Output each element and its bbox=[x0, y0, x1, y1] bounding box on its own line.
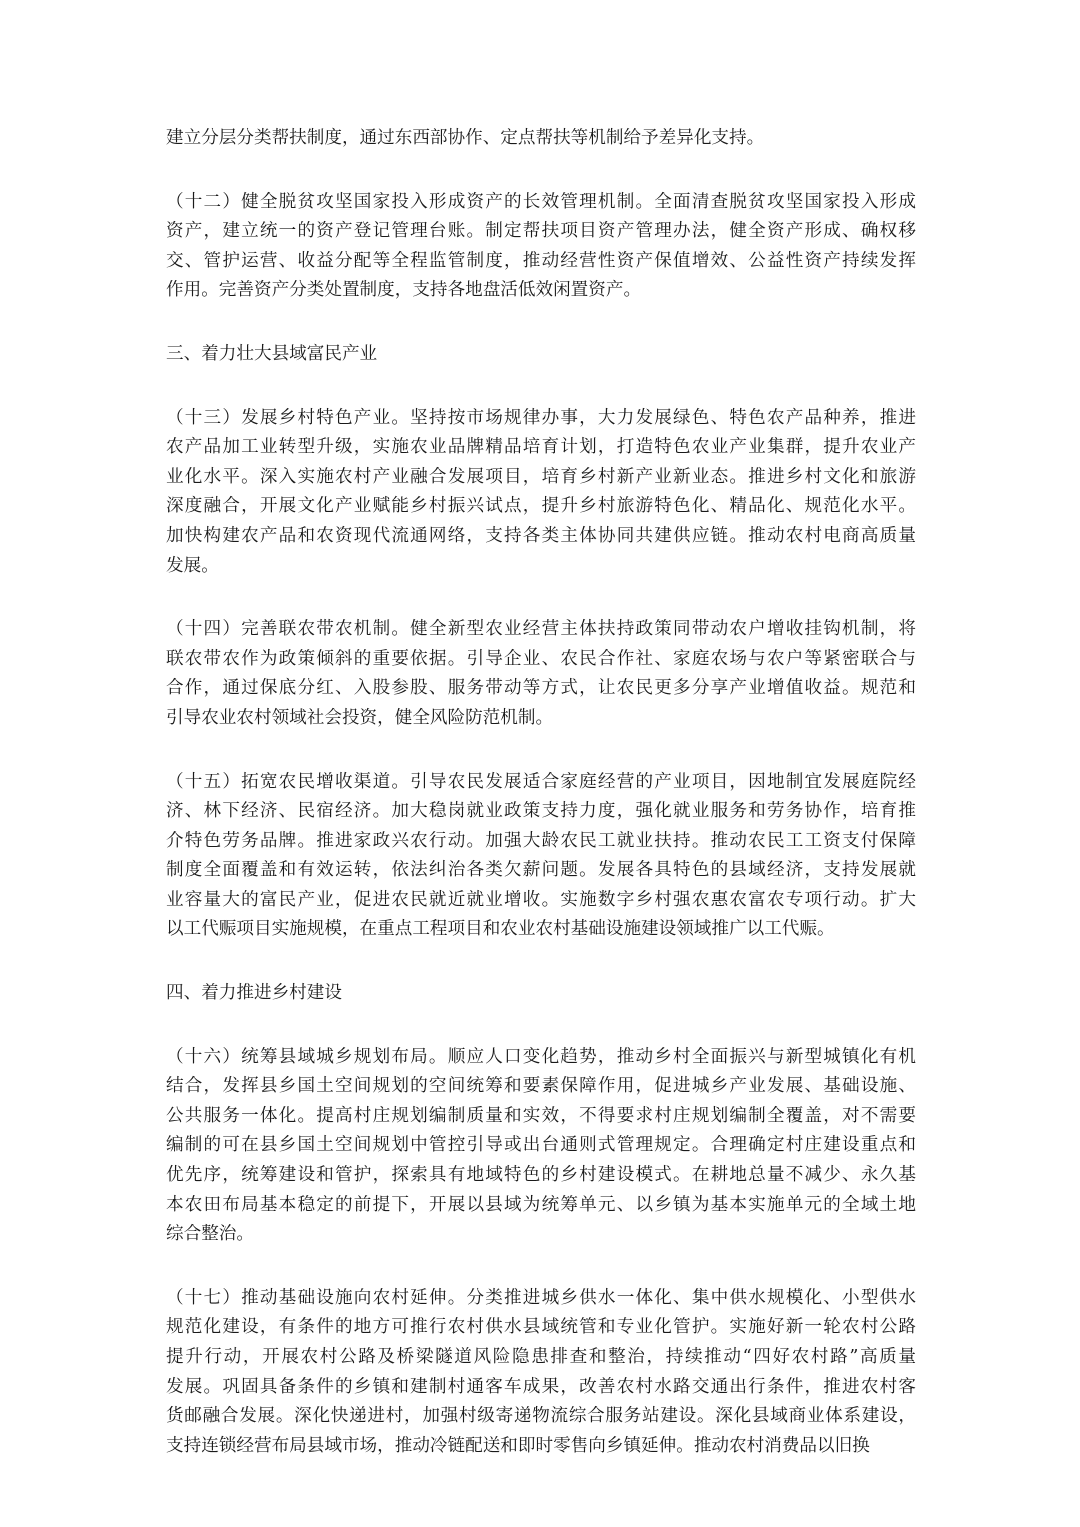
section-heading bbox=[166, 979, 916, 1009]
text-line: 综合整治。 bbox=[166, 1224, 254, 1245]
paragraph bbox=[166, 1284, 916, 1462]
text-line: 济、林下经济、民宿经济。加大稳岗就业政策支持力度，强化就业服务和劳务协作，培育推 bbox=[166, 801, 916, 822]
text-line: 深度融合，开展文化产业赋能乡村振兴试点，提升乡村旅游特色化、精品化、规范化水平。 bbox=[166, 496, 916, 517]
text-line: 支持连锁经营布局县域市场，推动冷链配送和即时零售向乡镇延伸。推动农村消费品以旧换 bbox=[166, 1435, 870, 1456]
document-page bbox=[166, 124, 916, 1461]
paragraph bbox=[166, 188, 916, 306]
text-line: 三、着力壮大县域富民产业 bbox=[166, 343, 378, 364]
text-line: （十六）统筹县域城乡规划布局。顺应人口变化趋势，推动乡村全面振兴与新型城镇化有机 bbox=[166, 1046, 916, 1067]
text-line: 规范化建设，有条件的地方可推行农村供水县域统管和专业化管护。实施好新一轮农村公路 bbox=[166, 1317, 916, 1338]
paragraph bbox=[166, 1043, 916, 1250]
text-line: 以工代赈项目实施规模，在重点工程项目和农业农村基础设施建设领域推广以工代赈。 bbox=[166, 919, 835, 940]
text-line: 发展。巩固具备条件的乡镇和建制村通客车成果，改善农村水路交通出行条件，推进农村客 bbox=[166, 1376, 916, 1397]
text-line: 加快构建农产品和农资现代流通网络，支持各类主体协同共建供应链。推动农村电商高质量 bbox=[166, 525, 916, 546]
text-line: 提升行动，开展农村公路及桥梁隧道风险隐患排查和整治，持续推动“四好农村路”高质量 bbox=[166, 1347, 916, 1367]
text-line: 编制的可在县乡国土空间规划中管控引导或出台通则式管理规定。合理确定村庄建设重点和 bbox=[166, 1135, 916, 1156]
text-line: 资产，建立统一的资产登记管理台账。制定帮扶项目资产管理办法，健全资产形成、确权移 bbox=[166, 221, 916, 242]
text-line: （十七）推动基础设施向农村延伸。分类推进城乡供水一体化、集中供水规模化、小型供水 bbox=[166, 1287, 916, 1308]
text-line: 发展。 bbox=[166, 555, 219, 576]
text-line: 优先序，统筹建设和管护，探索具有地域特色的乡村建设模式。在耕地总量不减少、永久基 bbox=[166, 1165, 916, 1186]
text-line: 介特色劳务品牌。推进家政兴农行动。加强大龄农民工就业扶持。推动农民工工资支付保障 bbox=[166, 830, 916, 851]
text-line: 本农田布局基本稳定的前提下，开展以县域为统筹单元、以乡镇为基本实施单元的全域土地 bbox=[166, 1194, 916, 1215]
paragraph bbox=[166, 404, 916, 582]
text-line: 业容量大的富民产业，促进农民就近就业增收。实施数字乡村强农惠农富农专项行动。扩大 bbox=[166, 889, 916, 910]
text-line: （十四）完善联农带农机制。健全新型农业经营主体扶持政策同带动农户增收挂钩机制，将 bbox=[166, 619, 916, 640]
text-line: 结合，发挥县乡国土空间规划的空间统筹和要素保障作用，促进城乡产业发展、基础设施、 bbox=[166, 1076, 916, 1097]
text-line: 货邮融合发展。深化快递进村，加强村级寄递物流综合服务站建设。深化县域商业体系建设， bbox=[166, 1406, 916, 1427]
paragraph bbox=[166, 124, 916, 154]
text-line: 建立分层分类帮扶制度，通过东西部协作、定点帮扶等机制给予差异化支持。 bbox=[166, 128, 765, 148]
text-line: 四、着力推进乡村建设 bbox=[166, 983, 342, 1004]
text-line: 公共服务一体化。提高村庄规划编制质量和实效，不得要求村庄规划编制全覆盖，对不需要 bbox=[166, 1105, 916, 1126]
paragraph bbox=[166, 768, 916, 946]
text-line: 合作，通过保底分红、入股参股、服务带动等方式，让农民更多分享产业增值收益。规范和 bbox=[166, 678, 916, 699]
text-line: （十三）发展乡村特色产业。坚持按市场规律办事，大力发展绿色、特色农产品种养，推进 bbox=[166, 407, 916, 428]
paragraph bbox=[166, 615, 916, 733]
text-line: 制度全面覆盖和有效运转，依法纠治各类欠薪问题。发展各具特色的县域经济，支持发展就 bbox=[166, 860, 916, 881]
text-line: 业化水平。深入实施农村产业融合发展项目，培育乡村新产业新业态。推进乡村文化和旅游 bbox=[166, 466, 916, 487]
text-line: 作用。完善资产分类处置制度，支持各地盘活低效闲置资产。 bbox=[166, 280, 642, 301]
text-line: 农产品加工业转型升级，实施农业品牌精品培育计划，打造特色农业产业集群，提升农业产 bbox=[166, 437, 916, 458]
text-line: （十二）健全脱贫攻坚国家投入形成资产的长效管理机制。全面清查脱贫攻坚国家投入形成 bbox=[166, 191, 916, 212]
section-heading bbox=[166, 340, 916, 370]
text-line: （十五）拓宽农民增收渠道。引导农民发展适合家庭经营的产业项目，因地制宜发展庭院经 bbox=[166, 771, 916, 792]
text-line: 联农带农作为政策倾斜的重要依据。引导企业、农民合作社、家庭农场与农户等紧密联合与 bbox=[166, 648, 916, 669]
text-line: 引导农业农村领域社会投资，健全风险防范机制。 bbox=[166, 707, 554, 728]
text-line: 交、管护运营、收益分配等全程监管制度，推动经营性资产保值增效、公益性资产持续发挥 bbox=[166, 250, 916, 271]
